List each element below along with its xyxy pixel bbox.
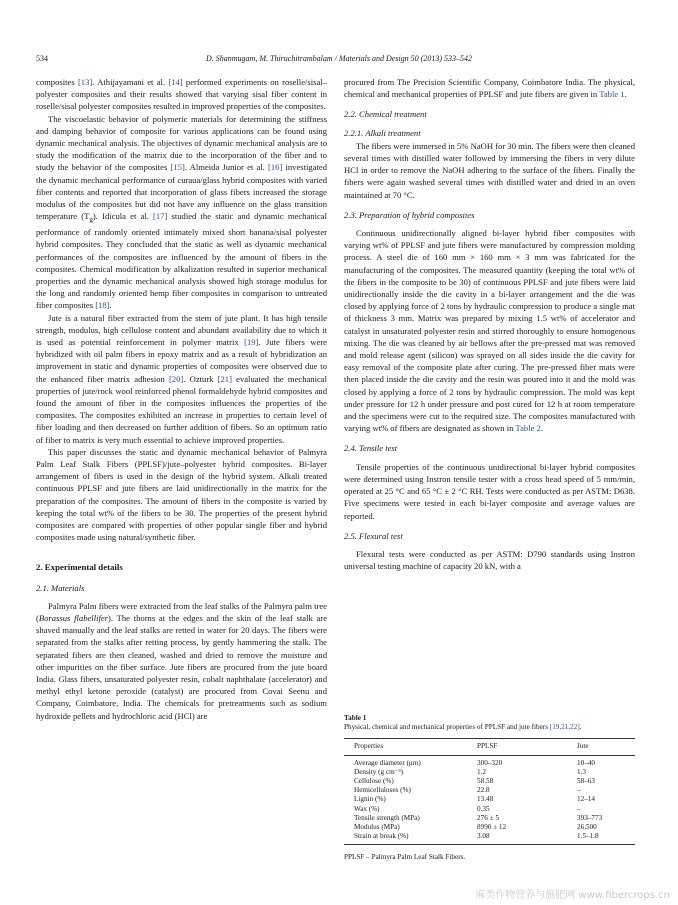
column-header: Jute xyxy=(577,742,589,751)
citation-link[interactable]: [20] xyxy=(168,373,184,384)
subsection-heading: 2.2. Chemical treatment xyxy=(344,109,427,120)
table-cell: 0.35 xyxy=(477,804,490,813)
running-head xyxy=(36,54,642,66)
table-cell: Modulus (MPa) xyxy=(354,823,400,832)
table-cell: – xyxy=(577,786,581,795)
table-cell: Average diameter (μm) xyxy=(354,758,421,767)
table-row xyxy=(344,768,635,777)
subsection-heading: 2.1. Materials xyxy=(36,582,85,593)
column-header: PPLSF xyxy=(477,742,498,751)
citation-link[interactable]: [15] xyxy=(170,162,185,173)
section-heading: 2. Experimental details xyxy=(36,562,123,573)
table-cell: 300–320 xyxy=(477,758,503,767)
citation-link[interactable]: [18] xyxy=(95,300,110,311)
table-cell: Hemicelluloses (%) xyxy=(354,786,411,795)
table-cell: Wax (%) xyxy=(354,804,380,813)
citation-link[interactable]: [19] xyxy=(244,336,259,347)
paragraph: composites [13]. Athijayamani et al. [14] performed experiments on roselle/sisal–polyester composites and their results showed that varying sisal fiber content in roselle/sisal polyester composites resulted in improved properties of the composites. xyxy=(36,77,327,112)
paragraph: This paper discusses the static and dynamic mechanical behavior of Palmyra Palm Leaf Stalk Fibers (PPLSF)/jute–polyester hybrid composites. Bi-layer arrangement of fibers is used in the design of the hybrid system. Alkali treated continuous PPLSF and jute fibers are laid unidirectionally in the matrix for the preparation of the composites. The amount of fibers in the composite is varied by keeping the total wt% of the fibers to be 30. The properties of the present hybrid composites are compared with properties of other popular single fiber and hybrid composites made using natural/synthetic fiber. xyxy=(36,446,327,543)
table-cell: Lignin (%) xyxy=(354,795,386,804)
table-row xyxy=(344,795,635,804)
table-cell: 276 ± 5 xyxy=(477,813,499,822)
paragraph: Continuous unidirectionally aligned bi-layer hybrid fiber composites with varying wt% of PPLSF and jute fibers were manufactured by compression molding process. A steel die of 160 mm × 160 mm × 3 mm was fabricated for the manufacturing of the composites. The measured quantity (keeping the total wt% of the fibers in the composite to be 30) of continuous PPLSF and jute fibers were laid unidirectionally inside the die cavity in a bi-layer arrangement and the die was closed by applying force of 2 tons by hydraulic compression to produce a single mat of thickness 3 mm. Matrix was prepared by mixing 1.5 wt% of accelerator and catalyst in unsaturated polyester resin and stirred thoroughly to ensure homogenous mixing. The die was cleaned by air bellows after the pre-pressed mat was removed and mold release agent (silicon) was sprayed on all sides inside the die cavity for easy removal of the composite plate after curing. The pre-pressed fiber mats were then placed inside the die cavity and the resin was poured into it and the mold was closed by applying a force of 2 tons by hydraulic compression. The mold was kept under pressure for 12 h under pressure and post cured for 12 h at room temperature and the specimens were cut to the required size. The composites manufactured with varying wt% of fibers are designated as shown in Table 2. xyxy=(344,228,635,434)
paragraph: Jute is a natural fiber extracted from the stem of jute plant. It has high tensile strength, modulus, high cellulose content and abundant availability due to which it is used as potential reinforcement in polymer matrix [19]. Jute fibers were hybridized with oil palm fibers in epoxy matrix and as a result of hybridization an improvement in static and dynamic properties of composites were observed due to the enhanced fiber matrix adhesion [20]. Ozturk [21] evaluated the mechanical properties of jute/rock wool reinforced phenol formaldehyde hybrid composites and found the amount of fiber in the composites influences the properties of the composites. The composites exhibited an increase in properties to certain level of fiber loading and then decreased on further addition of fibers. So an optimum ratio of fiber to matrix is very much essential to achieve improved properties. xyxy=(36,312,328,445)
table-header-row xyxy=(344,739,635,755)
citation-link[interactable]: [16] xyxy=(267,162,283,173)
table-row xyxy=(344,786,635,795)
table-footnote: PPLSF – Palmyra Palm Leaf Stalk Fibers. xyxy=(344,853,466,862)
table-cell: – xyxy=(577,804,581,813)
table-row xyxy=(344,832,635,845)
properties-table xyxy=(344,738,635,845)
citation-link[interactable]: [14] xyxy=(168,77,183,87)
citation-link[interactable]: [21] xyxy=(217,373,232,384)
table-cell: 1.5–1.8 xyxy=(577,832,599,841)
table-row xyxy=(344,777,635,786)
journal-citation: D. Shanmugam, M. Thiruchitrambalam / Materials and Design 50 (2013) 533–542 xyxy=(206,54,472,63)
citation-link[interactable]: [17] xyxy=(153,211,168,222)
table-cell: 58–63 xyxy=(577,777,595,786)
right-column xyxy=(344,76,635,572)
paragraph: procured from The Precision Scientific Company, Coimbatore India. The physical, chemical and mechanical properties of PPLSF and jute fibers are given in Table 1. xyxy=(344,77,635,100)
table-cell: 1.2 xyxy=(477,767,486,776)
paragraph: Flexural tests were conducted as per ASTM: D790 standards using Instron universal testing machine of capacity 20 kN, with a xyxy=(344,548,635,572)
table-cell: 3.08 xyxy=(477,832,490,841)
paragraph: Palmyra Palm fibers were extracted from the leaf stalks of the Palmyra palm tree (Borassus flabellifer). The thorns at the edges and the skin of the leaf stalk are shaved manually and the leaf stalks are retted in water for 20 days. The fibers were separated from the stalks after retting process, by gently hammering the stalk. The separated fibers are then cleaned, washed and dried to remove the moisture and other impurities on the fiber surface. Jute fibers are procured from the jute board India. Glass fibers, unsaturated polyester resin, cobalt naphthalate (accelerator) and methyl ethyl ketone peroxide (catalyst) are procured from Covai Seenu and Company, Coimbatore, India. The chemicals for pretreatments such as sodium hydroxide pellets and hydrochloric acid (HCl) are xyxy=(36,600,328,721)
table-cell: 13.48 xyxy=(477,795,494,804)
subsection-heading: 2.4. Tensile test xyxy=(344,443,398,454)
subsection-heading: 2.3. Preparation of hybrid composites xyxy=(344,209,475,220)
table-row xyxy=(344,755,635,768)
table-cell: 58.58 xyxy=(477,777,494,786)
table-cell: Strain at break (%) xyxy=(354,832,409,841)
table-cell: 1.3 xyxy=(577,767,586,776)
table-cell: Cellulose (%) xyxy=(354,777,394,786)
table-cell: 12–14 xyxy=(577,795,595,804)
subsection-heading: 2.5. Flexural test xyxy=(344,530,403,541)
table-1 xyxy=(344,714,635,863)
paragraph: The viscoelastic behavior of polymeric materials for determining the stiffness and damping behavior of composite for various applications can be found using dynamic mechanical analysis. The objectives of dynamic mechanical analysis are to study the modification of the matrix due to the incorporation of the fiber and to study the behavior of the composites [15]. Almeida Junior et al. [16] investigated the dynamic mechanical performance of curaua/glass hybrid composites with varied fiber contents and reported that incorporation of glass fibers increased the storage modulus of the composites but did not have any influence on the glass transition temperature $(T_g)$. Idicula et al. [17] studied the static and dynamic mechanical performance of randomly oriented intimately mixed short banana/sisal polyester hybrid composites. They concluded that the static as well as dynamic mechanical performances of the composites are influenced by the amount of fibers in the composites. Chemical modification by alkalization resulted in superior mechanical properties and the dynamic mechanical analysis showed high storage modulus for the long and randomly oriented hemp fiber composites in comparison to untreated fiber composites [18]. xyxy=(36,113,328,311)
paragraph: The fibers were immersed in 5% NaOH for 30 min. The fibers were then cleaned several times with distilled water followed by immersing the fibers in very dilute HCl in order to remove the NaOH adhering to the surface of the fibers. Finally the fibers were again washed several times with distilled water and dried in an oven maintained at 70 °C. xyxy=(344,140,635,200)
table-row xyxy=(344,823,635,832)
table-row xyxy=(344,814,635,823)
paragraph: Tensile properties of the continuous unidirectional bi-layer hybrid composites were determined using Instron tensile tester with a cross head speed of 5 mm/min, operated at 25 °C and 65 °C ± 2 °C RH. Tests were conducted as per ASTM: D638. Five specimens were tested in each bi-layer composite and average values are reported. xyxy=(344,461,635,521)
table-cell: 26,500 xyxy=(577,823,597,832)
watermark: 麻类作物营养与施肥网 www.fibercrops.cn xyxy=(475,890,670,901)
table-row xyxy=(344,805,635,814)
table-cell: 10–40 xyxy=(577,758,595,767)
table-cell: 8990 ± 12 xyxy=(477,823,507,832)
column-header: Properties xyxy=(354,742,384,751)
table-cell: 393–773 xyxy=(577,813,603,822)
table-link[interactable]: Table 1 xyxy=(599,89,625,100)
citation-link[interactable]: [19,21,22] xyxy=(549,723,580,732)
subsubsection-heading: 2.2.1. Alkali treatment xyxy=(344,127,421,138)
table-link[interactable]: Table 2 xyxy=(515,423,541,434)
table-cell: Density (g cm⁻³) xyxy=(354,767,404,776)
citation-link[interactable]: [13] xyxy=(77,77,93,87)
table-caption: Physical, chemical and mechanical properties of PPLSF and jute fibers [19,21,22]. xyxy=(344,723,582,732)
table-label: Table 1 xyxy=(344,714,367,722)
left-column xyxy=(36,76,327,722)
page-number: 534 xyxy=(36,54,48,63)
table-cell: 22.8 xyxy=(477,786,490,795)
table-cell: Tensile strength (MPa) xyxy=(354,813,420,822)
